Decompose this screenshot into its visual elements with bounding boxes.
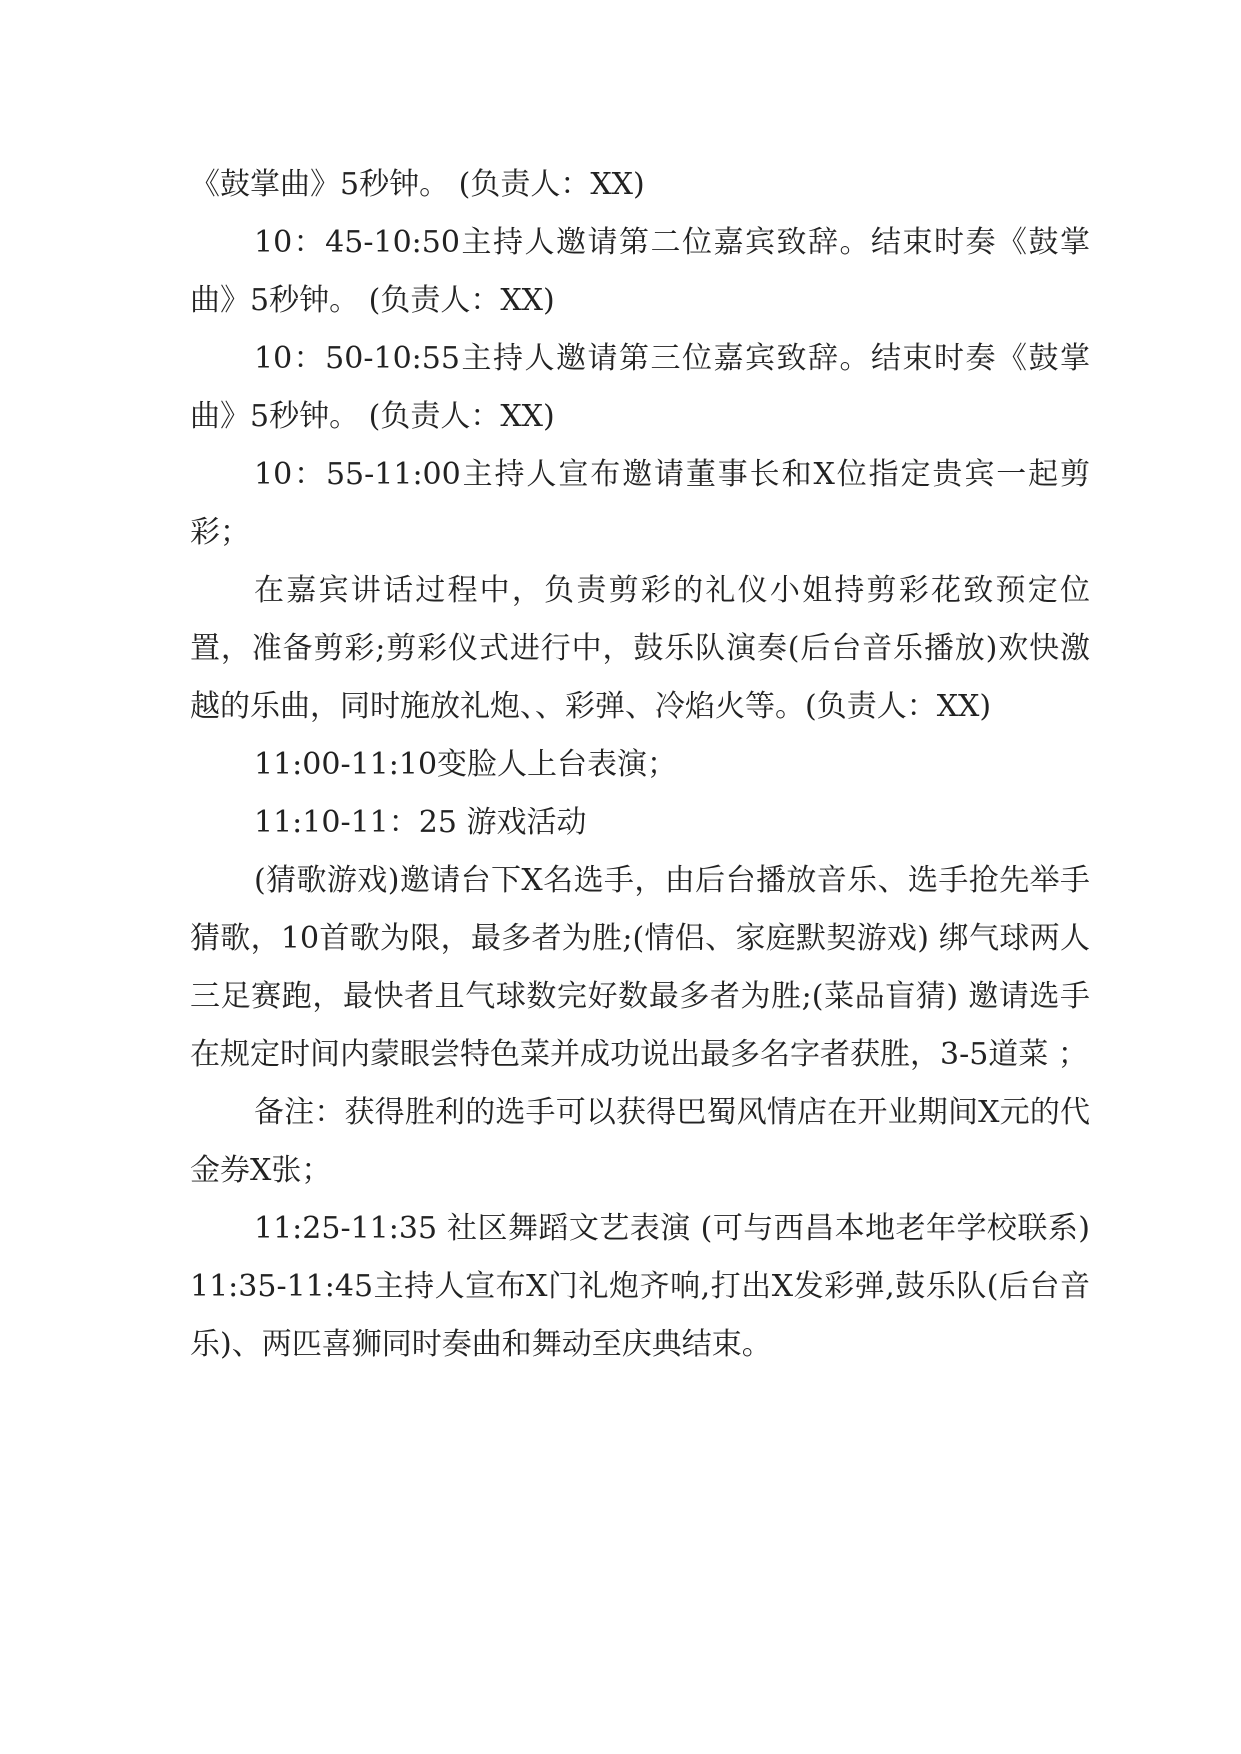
paragraph-ribbon-cutting-invite: 10：55-11:00主持人宣布邀请董事长和X位指定贵宾一起剪彩； <box>190 457 1090 550</box>
paragraph-ribbon-cutting-ceremony: 在嘉宾讲话过程中，负责剪彩的礼仪小姐持剪彩花致预定位置，准备剪彩;剪彩仪式进行中，鼓乐队演奏(后台音乐播放)欢快激越的乐曲，同时施放礼炮、、彩弹、冷焰火等。(负责人：XX) <box>190 573 1090 724</box>
paragraph-face-changing-show: 11:00-11:10变脸人上台表演； <box>254 747 678 782</box>
paragraph-dance-and-finale: 11:25-11:35 社区舞蹈文艺表演 (可与西昌本地老年学校联系) 11:35-11:45主持人宣布X门礼炮齐响,打出X发彩弹,鼓乐队(后台音乐)、两匹喜狮同时奏曲和舞动至庆典结束。 <box>190 1211 1090 1362</box>
document-body <box>190 156 1090 1374</box>
paragraph-third-guest-speech: 10：50-10:55主持人邀请第三位嘉宾致辞。结束时奏《鼓掌曲》5秒钟。 (负责人：XX) <box>190 341 1090 434</box>
paragraph-game-details: (猜歌游戏)邀请台下X名选手，由后台播放音乐、选手抢先举手猜歌，10首歌为限，最多者为胜;(情侣、家庭默契游戏) 绑气球两人三足赛跑，最快者且气球数完好数最多者为胜;(菜品盲猜) 邀请选手在规定时间内蒙眼尝特色菜并成功说出最多名字者获胜，3-5道菜 ； <box>190 863 1090 1072</box>
paragraph-applause-continuation: 《鼓掌曲》5秒钟。 (负责人：XX) <box>190 167 645 202</box>
paragraph-game-activity-time: 11:10-11：25 游戏活动 <box>254 805 587 840</box>
paragraph-remarks: 备注：获得胜利的选手可以获得巴蜀风情店在开业期间X元的代金券X张； <box>190 1095 1090 1188</box>
paragraph-second-guest-speech: 10：45-10:50主持人邀请第二位嘉宾致辞。结束时奏《鼓掌曲》5秒钟。 (负责人：XX) <box>190 225 1090 318</box>
